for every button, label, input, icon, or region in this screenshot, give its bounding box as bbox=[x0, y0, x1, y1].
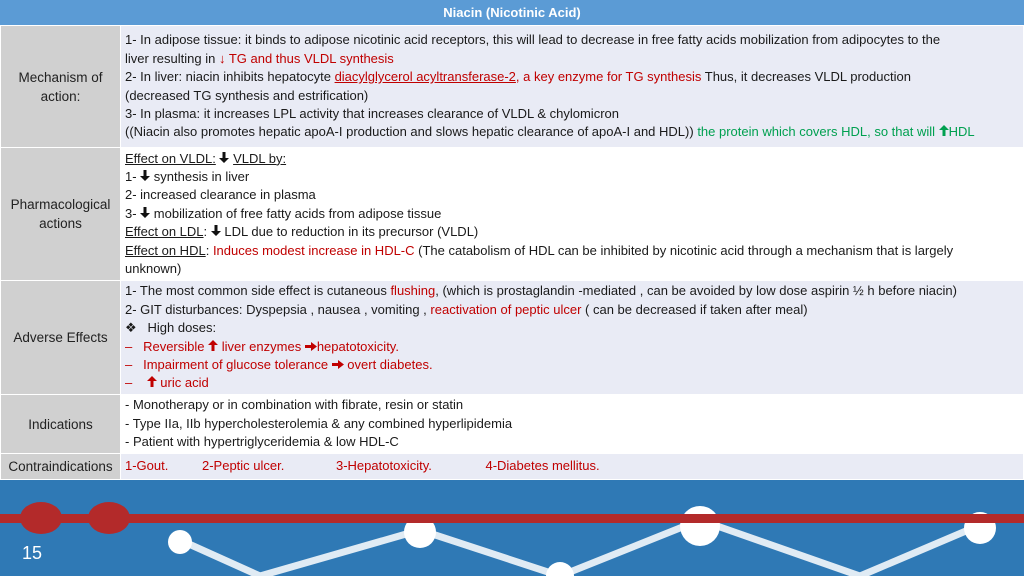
text: liver resulting in bbox=[125, 50, 219, 66]
apoa-note: the protein which covers HDL, so that will bbox=[697, 124, 939, 140]
pharm-content bbox=[121, 148, 1024, 281]
hdl-text: HDL bbox=[948, 124, 975, 140]
text: LDL due to reduction in its precursor (VLDL) bbox=[220, 224, 479, 240]
contra-1: 1-Gout. bbox=[125, 458, 169, 474]
page-number: 15 bbox=[22, 543, 43, 563]
text: synthesis in liver bbox=[150, 168, 250, 184]
row-mechanism bbox=[1, 26, 1024, 148]
text: 1- bbox=[125, 168, 141, 184]
key-enzyme-text: , a key enzyme for TG synthesis bbox=[515, 69, 702, 85]
text: High doses: bbox=[147, 320, 217, 336]
text: , (which is prostaglandin -mediated , can be avoided by low dose aspirin ½ h before niacin) bbox=[435, 283, 957, 299]
diamond-bullet-icon: ❖ bbox=[125, 320, 137, 336]
text: liver enzymes bbox=[218, 338, 305, 354]
text: mobilization of free fatty acids from adipose tissue bbox=[150, 205, 442, 221]
contra-2: 2-Peptic ulcer. bbox=[201, 458, 285, 474]
text: 2- In liver: niacin inhibits hepatocyte bbox=[125, 69, 335, 85]
text: ((Niacin also promotes hepatic apoA-I production and slows hepatic clearance of apoA-I and HDL)) bbox=[125, 124, 698, 140]
indications-content bbox=[121, 395, 1024, 454]
mechanism-line-5: 3- In plasma: it increases LPL activity that increases clearance of VLDL & chylomicron bbox=[125, 105, 619, 121]
contra-content bbox=[121, 454, 1024, 480]
red-dot-left bbox=[20, 502, 62, 534]
row-pharm bbox=[1, 148, 1024, 281]
row-indications bbox=[1, 395, 1024, 454]
arrow-up-icon bbox=[939, 124, 949, 139]
text: Effect on LDL bbox=[125, 224, 204, 240]
text: VLDL by: bbox=[233, 150, 287, 166]
footer-band bbox=[0, 480, 1024, 576]
arrow-right-icon bbox=[305, 339, 317, 354]
molecule-decoration bbox=[0, 480, 1024, 576]
text: uric acid bbox=[156, 375, 209, 391]
indication-1: - Monotherapy or in combination with fibrate, resin or statin bbox=[125, 397, 464, 413]
pharm-vldl-heading bbox=[125, 150, 1019, 168]
pharm-line-1 bbox=[125, 168, 1019, 186]
mechanism-content bbox=[121, 26, 1024, 148]
arrow-down-icon: ↓ bbox=[218, 50, 226, 66]
arrow-down-icon bbox=[140, 206, 150, 221]
pharm-ldl: Effect on LDL: LDL due to reduction in its precursor (VLDL) bbox=[125, 224, 479, 240]
text: hepatotoxicity. bbox=[316, 338, 399, 354]
text: 2- GIT disturbances: Dyspepsia , nausea , vomiting , bbox=[125, 301, 431, 317]
text: Impairment of glucose tolerance bbox=[143, 356, 332, 372]
tg-vldl-text: TG and thus VLDL synthesis bbox=[225, 50, 394, 66]
pharm-line-3 bbox=[125, 205, 1019, 223]
mechanism-line-1: 1- In adipose tissue: it binds to adipose nicotinic acid receptors, this will lead to decrease in free fatty acids mobilization from adipocytes to the bbox=[125, 32, 941, 48]
arrow-down-icon bbox=[140, 169, 150, 184]
pharm-hdl: Effect on HDL: Induces modest increase in HDL-C (The catabolism of HDL can be inhibited by nicotinic acid through a mechanism that is largely bbox=[125, 242, 954, 258]
text: 3- bbox=[125, 205, 141, 221]
contra-3: 3-Hepatotoxicity. bbox=[335, 458, 432, 474]
row-label-adverse: Adverse Effects bbox=[1, 281, 121, 395]
row-contra bbox=[1, 454, 1024, 480]
row-label-pharm: Pharmacological actions bbox=[1, 148, 121, 281]
text: (The catabolism of HDL can be inhibited by nicotinic acid through a mechanism that is largely bbox=[414, 242, 954, 258]
adverse-line-1 bbox=[125, 282, 1019, 300]
arrow-down-icon bbox=[219, 151, 229, 166]
indication-2: - Type IIa, IIb hypercholesterolemia & any combined hyperlipidemia bbox=[125, 415, 513, 431]
footer-red-band bbox=[0, 514, 1024, 523]
arrow-up-icon bbox=[208, 339, 218, 354]
adverse-line-3 bbox=[125, 319, 1019, 337]
text: Effect on HDL bbox=[125, 242, 206, 258]
indication-3: - Patient with hypertriglyceridemia & low HDL-C bbox=[125, 434, 399, 450]
text: reactivation of peptic ulcer bbox=[430, 301, 582, 317]
contra-4: 4-Diabetes mellitus. bbox=[485, 458, 600, 474]
adverse-bullet-1: – Reversible liver enzymes hepatotoxicity. bbox=[125, 338, 399, 354]
mechanism-line-6 bbox=[125, 123, 1019, 141]
text: Effect on VLDL: bbox=[125, 150, 216, 166]
mechanism-line-2 bbox=[125, 50, 1019, 68]
adverse-bullet-3: – uric acid bbox=[125, 375, 209, 391]
text: Reversible bbox=[143, 338, 209, 354]
adverse-bullet-2: – Impairment of glucose tolerance overt diabetes. bbox=[125, 356, 433, 372]
arrow-up-icon bbox=[147, 375, 157, 390]
mechanism-line-3 bbox=[125, 68, 1019, 86]
arrow-right-icon bbox=[332, 357, 344, 372]
table-title: Niacin (Nicotinic Acid) bbox=[0, 0, 1024, 25]
text: Induces modest increase in HDL-C bbox=[212, 242, 415, 258]
text: overt diabetes. bbox=[343, 356, 433, 372]
text: ( can be decreased if taken after meal) bbox=[581, 301, 808, 317]
red-dot-right bbox=[88, 502, 130, 534]
row-adverse bbox=[1, 281, 1024, 395]
row-label-mechanism: Mechanism of action: bbox=[1, 26, 121, 148]
arrow-down-icon bbox=[211, 224, 221, 239]
adverse-line-2 bbox=[125, 301, 1019, 319]
text: Thus, it decreases VLDL production bbox=[701, 69, 911, 85]
adverse-content bbox=[121, 281, 1024, 395]
row-label-indications: Indications bbox=[1, 395, 121, 454]
pharm-hdl-cont: unknown) bbox=[125, 261, 182, 277]
niacin-table bbox=[0, 25, 1024, 480]
mechanism-line-4: (decreased TG synthesis and estrification) bbox=[125, 87, 369, 103]
text: 1- The most common side effect is cutaneous bbox=[125, 283, 391, 299]
row-label-contra: Contraindications bbox=[1, 454, 121, 480]
enzyme-name: diacylglycerol acyltransferase-2 bbox=[334, 69, 516, 85]
text: flushing bbox=[390, 283, 436, 299]
pharm-line-2: 2- increased clearance in plasma bbox=[125, 187, 316, 203]
